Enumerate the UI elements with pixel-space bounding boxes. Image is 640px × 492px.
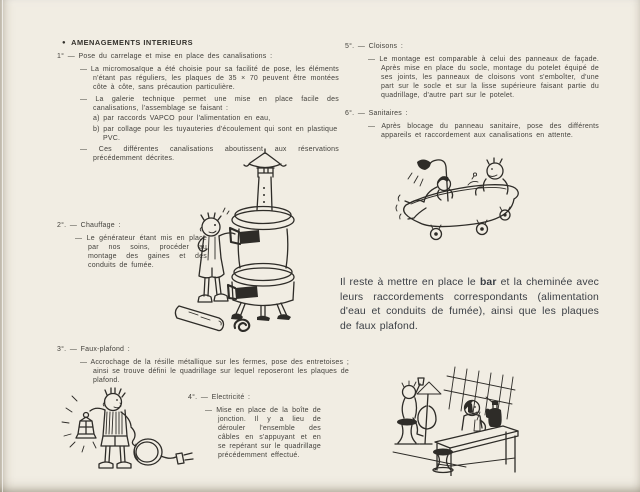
item-number: 2°. — xyxy=(57,222,78,229)
sub-bullet: — Le générateur étant mis en place par nos soins, procéder au montage des gaines et des conduits de fumée. xyxy=(75,235,207,269)
item-number: 1° — xyxy=(57,53,75,60)
item-number: 4°. — xyxy=(188,394,209,401)
section-heading xyxy=(62,38,193,47)
sub-item-b: b) par collage pour les tuyauteries d'écoulement qui sont en plastique PVC. xyxy=(93,126,338,142)
item-title: Pose du carrelage et mise en place des canalisations : xyxy=(78,53,273,60)
sub-bullet: — Mise en place de la boîte de jonction. Il y a lieu de dérouler l'ensemble des câbles en s'appuyant et en se repérant sur le quadrillage précédemment effectué. xyxy=(205,407,321,459)
closing-text-bold: bar xyxy=(479,277,497,288)
section-heading-text: AMENAGEMENTS INTERIEURS xyxy=(71,38,194,47)
item-number: 6°. — xyxy=(345,110,366,117)
bullet-dot-icon: ● xyxy=(62,40,67,46)
item-sanitaires xyxy=(345,109,599,140)
stove-illustration xyxy=(173,148,333,344)
item-title: Chauffage : xyxy=(80,222,121,229)
item-title-row xyxy=(57,52,339,61)
item-number: 3°. — xyxy=(57,346,78,353)
item-title: Faux-plafond : xyxy=(80,346,130,353)
item-title-row xyxy=(345,109,599,118)
closing-text-pre: Il reste à mettre en place le xyxy=(340,277,480,288)
sub-bullet: — La micromosaïque a été choisie pour sa facilité de pose, les éléments n'étant pas réguliers, les plaques de 35 × 70 peuvent être montées côte à côte, sans précaution particulière. xyxy=(80,66,339,91)
item-cloisons xyxy=(345,42,599,100)
closing-text-post: et la cheminée avec leurs raccordements correspondants (alimentation d'eau et conduits de fumée), ainsi que les plaques de faux plafond. xyxy=(340,277,599,333)
item-title-row xyxy=(57,345,349,354)
sub-bullet: — Le montage est comparable à celui des panneaux de façade. Après mise en place du socle, montage du potelet équipé de ses joints, les panneaux de cloisons vont s'emboîter, d'une part sur le socle et sur la lisse supérieure faisant partie du quadrillage, d'autre part sur le potelet. xyxy=(368,56,599,99)
right-column xyxy=(345,42,599,143)
item-number: 5°. — xyxy=(345,43,366,50)
lantern-illustration xyxy=(60,384,200,480)
bar-illustration xyxy=(391,364,523,476)
item-title: Cloisons : xyxy=(368,43,404,50)
sub-bullet: — La galerie technique permet une mise en place facile des canalisations, l'assemblage se faisant : xyxy=(80,96,339,112)
item-title-row xyxy=(188,393,321,402)
item-title: Sanitaires : xyxy=(368,110,408,117)
item-title-row xyxy=(345,42,599,51)
item-faux-plafond xyxy=(57,345,349,388)
sub-bullet: — Ces différentes canalisations aboutissent aux réservations précédemment décrites. xyxy=(80,146,339,162)
closing-paragraph xyxy=(340,276,599,335)
item-title: Electricité : xyxy=(211,394,251,401)
sub-item-a: a) par raccords VAPCO pour l'alimentation en eau, xyxy=(93,115,271,122)
sub-bullet: — Après blocage du panneau sanitaire, pose des différents appareils et raccordement aux canalisations en attente. xyxy=(368,123,599,139)
item-electricite xyxy=(188,393,321,463)
sub-bullet: — Accrochage de la résille métallique sur les fermes, pose des entretoises ; ainsi se trouve défini le quadrillage sur lequel reposeront les plaques de plafond. xyxy=(80,359,349,384)
bathtub-illustration xyxy=(392,153,538,255)
